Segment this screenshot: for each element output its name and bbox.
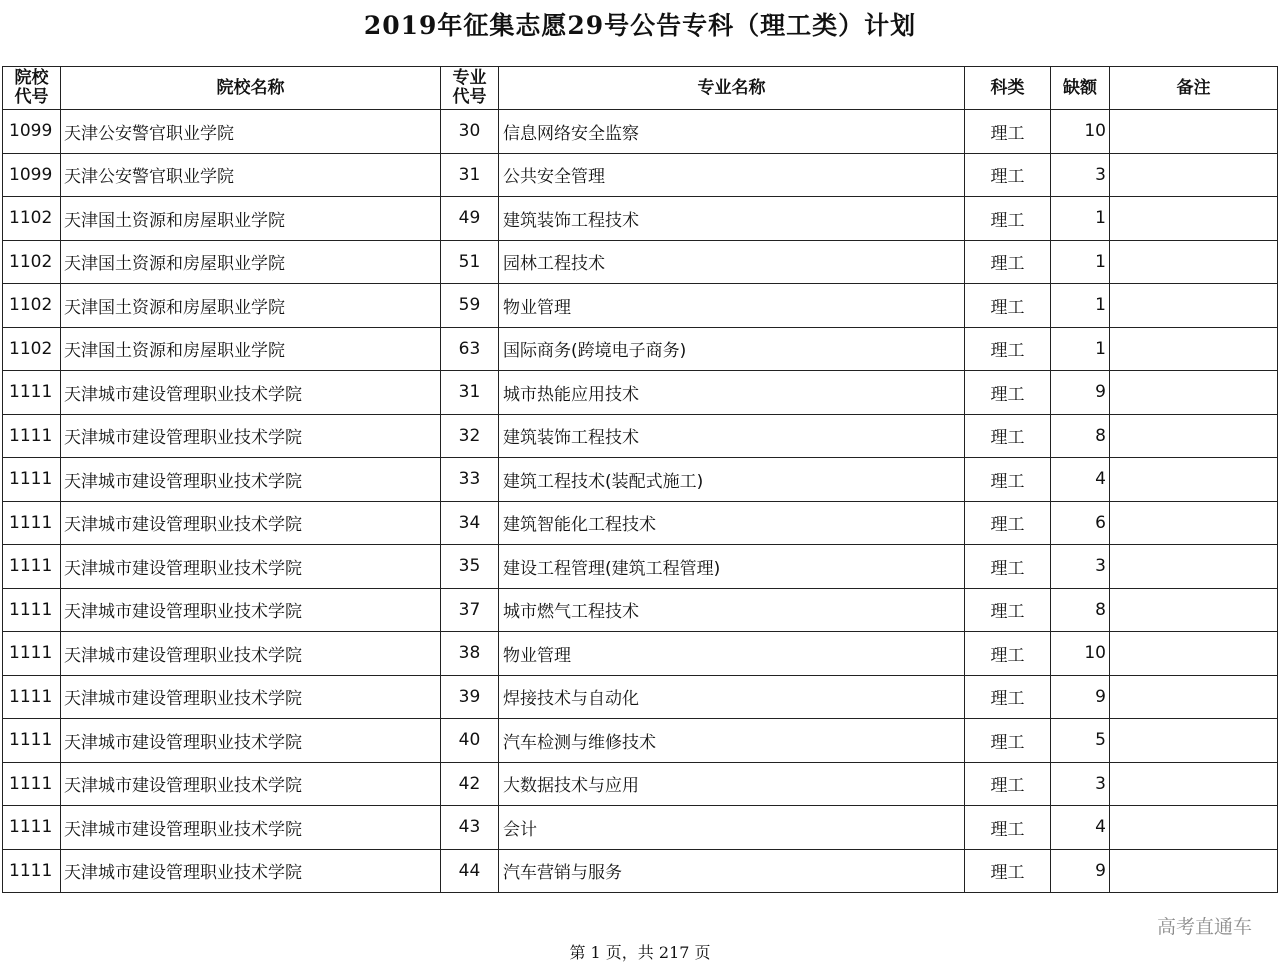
cell-major-name: 园林工程技术 <box>499 240 965 284</box>
cell-category: 理工 <box>965 327 1051 371</box>
cell-remarks <box>1110 545 1278 589</box>
cell-major-code: 42 <box>441 762 499 806</box>
cell-major-code: 40 <box>441 719 499 763</box>
cell-category: 理工 <box>965 197 1051 241</box>
cell-school-name: 天津国土资源和房屋职业学院 <box>61 327 441 371</box>
watermark-text: 高考直通车 <box>1156 916 1252 938</box>
cell-major-code: 31 <box>441 153 499 197</box>
page-title: 2019年征集志愿29号公告专科（理工类）计划 <box>363 11 917 40</box>
page-footer: 第 1 页，共 217 页 <box>569 943 711 962</box>
cell-remarks <box>1110 327 1278 371</box>
table-row <box>3 284 1278 328</box>
cell-major-code: 34 <box>441 501 499 545</box>
cell-remarks <box>1110 632 1278 676</box>
cell-school-code: 1111 <box>3 371 61 415</box>
cell-major-name: 汽车营销与服务 <box>499 849 965 893</box>
cell-remarks <box>1110 762 1278 806</box>
cell-quota: 8 <box>1051 588 1110 632</box>
cell-school-name: 天津公安警官职业学院 <box>61 153 441 197</box>
cell-remarks <box>1110 284 1278 328</box>
cell-remarks <box>1110 849 1278 893</box>
cell-category: 理工 <box>965 501 1051 545</box>
cell-remarks <box>1110 806 1278 850</box>
cell-major-code: 49 <box>441 197 499 241</box>
cell-school-name: 天津城市建设管理职业技术学院 <box>61 719 441 763</box>
table-row <box>3 762 1278 806</box>
cell-school-name: 天津城市建设管理职业技术学院 <box>61 675 441 719</box>
cell-quota: 1 <box>1051 327 1110 371</box>
cell-school-code: 1099 <box>3 110 61 154</box>
cell-major-name: 焊接技术与自动化 <box>499 675 965 719</box>
cell-remarks <box>1110 153 1278 197</box>
cell-major-name: 建设工程管理(建筑工程管理) <box>499 545 965 589</box>
cell-category: 理工 <box>965 545 1051 589</box>
cell-major-name: 建筑工程技术(装配式施工) <box>499 458 965 502</box>
cell-major-code: 32 <box>441 414 499 458</box>
cell-remarks <box>1110 110 1278 154</box>
cell-major-name: 公共安全管理 <box>499 153 965 197</box>
cell-school-code: 1102 <box>3 197 61 241</box>
cell-major-code: 39 <box>441 675 499 719</box>
cell-school-code: 1102 <box>3 327 61 371</box>
cell-major-code: 30 <box>441 110 499 154</box>
cell-school-name: 天津国土资源和房屋职业学院 <box>61 240 441 284</box>
cell-quota: 9 <box>1051 849 1110 893</box>
cell-category: 理工 <box>965 719 1051 763</box>
cell-category: 理工 <box>965 458 1051 502</box>
cell-category: 理工 <box>965 762 1051 806</box>
cell-school-name: 天津城市建设管理职业技术学院 <box>61 501 441 545</box>
cell-school-name: 天津城市建设管理职业技术学院 <box>61 632 441 676</box>
cell-school-code: 1102 <box>3 284 61 328</box>
cell-category: 理工 <box>965 414 1051 458</box>
cell-school-name: 天津城市建设管理职业技术学院 <box>61 849 441 893</box>
header-school-name: 院校名称 <box>61 67 441 110</box>
cell-major-code: 51 <box>441 240 499 284</box>
cell-major-name: 城市燃气工程技术 <box>499 588 965 632</box>
cell-quota: 1 <box>1051 197 1110 241</box>
cell-school-name: 天津公安警官职业学院 <box>61 110 441 154</box>
header-school-code-line1: 院校 <box>14 68 49 88</box>
cell-quota: 9 <box>1051 371 1110 415</box>
table-row <box>3 719 1278 763</box>
cell-school-name: 天津国土资源和房屋职业学院 <box>61 284 441 328</box>
cell-school-code: 1111 <box>3 501 61 545</box>
table-row <box>3 849 1278 893</box>
cell-quota: 3 <box>1051 153 1110 197</box>
cell-quota: 10 <box>1051 632 1110 676</box>
cell-school-code: 1111 <box>3 762 61 806</box>
table-row <box>3 588 1278 632</box>
header-school-code-line2: 代号 <box>14 87 49 107</box>
cell-school-name: 天津城市建设管理职业技术学院 <box>61 806 441 850</box>
cell-school-code: 1111 <box>3 849 61 893</box>
cell-school-name: 天津城市建设管理职业技术学院 <box>61 588 441 632</box>
cell-major-name: 大数据技术与应用 <box>499 762 965 806</box>
cell-category: 理工 <box>965 284 1051 328</box>
cell-major-name: 城市热能应用技术 <box>499 371 965 415</box>
cell-category: 理工 <box>965 153 1051 197</box>
cell-school-code: 1111 <box>3 719 61 763</box>
header-major-name: 专业名称 <box>499 67 965 110</box>
cell-school-code: 1102 <box>3 240 61 284</box>
header-category: 科类 <box>965 67 1051 110</box>
cell-quota: 1 <box>1051 240 1110 284</box>
cell-quota: 6 <box>1051 501 1110 545</box>
cell-category: 理工 <box>965 588 1051 632</box>
table-row <box>3 371 1278 415</box>
cell-quota: 4 <box>1051 458 1110 502</box>
cell-major-code: 43 <box>441 806 499 850</box>
table-row <box>3 501 1278 545</box>
header-quota: 缺额 <box>1051 67 1110 110</box>
cell-remarks <box>1110 414 1278 458</box>
header-school-code <box>3 67 61 110</box>
cell-major-code: 31 <box>441 371 499 415</box>
cell-major-name: 建筑装饰工程技术 <box>499 197 965 241</box>
cell-remarks <box>1110 371 1278 415</box>
cell-quota: 3 <box>1051 545 1110 589</box>
cell-category: 理工 <box>965 806 1051 850</box>
cell-school-code: 1111 <box>3 588 61 632</box>
cell-major-name: 会计 <box>499 806 965 850</box>
cell-school-code: 1111 <box>3 414 61 458</box>
cell-remarks <box>1110 501 1278 545</box>
cell-school-name: 天津城市建设管理职业技术学院 <box>61 458 441 502</box>
cell-major-name: 建筑智能化工程技术 <box>499 501 965 545</box>
cell-school-name: 天津城市建设管理职业技术学院 <box>61 414 441 458</box>
table-row <box>3 545 1278 589</box>
table-header-row <box>3 67 1278 110</box>
header-major-code-line1: 专业 <box>452 68 487 88</box>
cell-major-code: 59 <box>441 284 499 328</box>
cell-quota: 8 <box>1051 414 1110 458</box>
cell-remarks <box>1110 588 1278 632</box>
cell-major-name: 物业管理 <box>499 632 965 676</box>
cell-school-name: 天津城市建设管理职业技术学院 <box>61 371 441 415</box>
table-row <box>3 240 1278 284</box>
table-row <box>3 197 1278 241</box>
table-row <box>3 153 1278 197</box>
cell-quota: 1 <box>1051 284 1110 328</box>
header-major-code <box>441 67 499 110</box>
cell-school-name: 天津城市建设管理职业技术学院 <box>61 545 441 589</box>
cell-remarks <box>1110 197 1278 241</box>
cell-remarks <box>1110 240 1278 284</box>
cell-category: 理工 <box>965 849 1051 893</box>
cell-major-name: 国际商务(跨境电子商务) <box>499 327 965 371</box>
cell-category: 理工 <box>965 675 1051 719</box>
cell-category: 理工 <box>965 371 1051 415</box>
cell-major-code: 63 <box>441 327 499 371</box>
table-row <box>3 458 1278 502</box>
cell-quota: 10 <box>1051 110 1110 154</box>
table-row <box>3 806 1278 850</box>
cell-major-code: 33 <box>441 458 499 502</box>
table-row <box>3 327 1278 371</box>
cell-major-code: 44 <box>441 849 499 893</box>
cell-category: 理工 <box>965 110 1051 154</box>
cell-school-code: 1099 <box>3 153 61 197</box>
header-major-code-line2: 代号 <box>452 87 487 107</box>
cell-school-name: 天津城市建设管理职业技术学院 <box>61 762 441 806</box>
cell-major-name: 信息网络安全监察 <box>499 110 965 154</box>
cell-remarks <box>1110 458 1278 502</box>
cell-school-code: 1111 <box>3 632 61 676</box>
cell-major-name: 建筑装饰工程技术 <box>499 414 965 458</box>
header-remarks: 备注 <box>1110 67 1278 110</box>
cell-major-name: 物业管理 <box>499 284 965 328</box>
cell-school-code: 1111 <box>3 545 61 589</box>
cell-category: 理工 <box>965 240 1051 284</box>
cell-remarks <box>1110 719 1278 763</box>
cell-major-code: 38 <box>441 632 499 676</box>
cell-school-code: 1111 <box>3 675 61 719</box>
cell-quota: 3 <box>1051 762 1110 806</box>
table-row <box>3 675 1278 719</box>
cell-school-code: 1111 <box>3 458 61 502</box>
cell-major-code: 37 <box>441 588 499 632</box>
cell-quota: 4 <box>1051 806 1110 850</box>
cell-quota: 9 <box>1051 675 1110 719</box>
cell-school-code: 1111 <box>3 806 61 850</box>
cell-major-code: 35 <box>441 545 499 589</box>
cell-remarks <box>1110 675 1278 719</box>
cell-category: 理工 <box>965 632 1051 676</box>
cell-quota: 5 <box>1051 719 1110 763</box>
table-row <box>3 110 1278 154</box>
enrollment-plan-table <box>2 66 1278 893</box>
table-row <box>3 632 1278 676</box>
cell-school-name: 天津国土资源和房屋职业学院 <box>61 197 441 241</box>
table-row <box>3 414 1278 458</box>
cell-major-name: 汽车检测与维修技术 <box>499 719 965 763</box>
